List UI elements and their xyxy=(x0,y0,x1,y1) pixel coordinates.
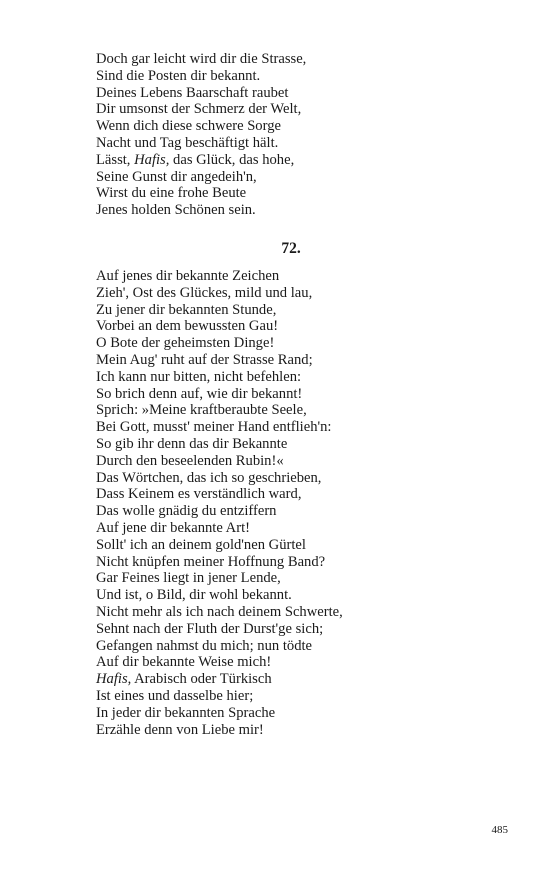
poem-line-text: , Arabisch oder Türkisch xyxy=(127,671,272,688)
poem-line-text: das Glück, das hohe, xyxy=(169,151,295,168)
poem-line xyxy=(96,671,343,688)
poem-line: Und ist, o Bild, dir wohl bekannt. xyxy=(96,587,292,604)
poem-line: Das Wörtchen, das ich so geschrieben, xyxy=(96,469,322,486)
poem-line-italic: Hafis, xyxy=(134,151,170,168)
poem-line: Vorbei an dem bewussten Gau! xyxy=(96,318,279,335)
poem-line: Bei Gott, musst' meiner Hand entflieh'n: xyxy=(96,419,332,436)
poem-line: Seine Gunst dir angedeih'n, xyxy=(96,168,257,185)
poem-line: Auf jene dir bekannte Art! xyxy=(96,519,250,536)
poem-line: So brich denn auf, wie dir bekannt! xyxy=(96,385,303,402)
poem-line: Wenn dich diese schwere Sorge xyxy=(96,118,281,135)
poem-line: Dass Keinem es verständlich ward, xyxy=(96,486,302,503)
poem-line: Wirst du eine frohe Beute xyxy=(96,185,247,202)
poem-line xyxy=(96,152,306,169)
poem-line: Gefangen nahmst du mich; nun tödte xyxy=(96,637,313,654)
poem-line: Deines Lebens Baarschaft raubet xyxy=(96,84,289,101)
poem-stanza-bottom xyxy=(96,268,343,738)
poem-line: Gar Feines liegt in jener Lende, xyxy=(96,570,281,587)
poem-line: Zu jener dir bekannten Stunde, xyxy=(96,301,277,318)
poem-line: Nicht knüpfen meiner Hoffnung Band? xyxy=(96,553,326,570)
poem-line: Durch den beseelenden Rubin!« xyxy=(96,452,284,469)
poem-line: Sprich: »Meine kraftberaubte Seele, xyxy=(96,402,307,419)
poem-line: Sehnt nach der Fluth der Durst'ge sich; xyxy=(96,620,324,637)
poem-line: Doch gar leicht wird dir die Strasse, xyxy=(96,51,307,67)
poem-line: Ist eines und dasselbe hier; xyxy=(96,687,254,704)
poem-line: So gib ihr denn das dir Bekannte xyxy=(96,435,288,452)
poem-line: Jenes holden Schönen sein. xyxy=(96,202,256,219)
poem-line: Sollt' ich an deinem gold'nen Gürtel xyxy=(96,536,306,553)
poem-line: Nacht und Tag beschäftigt hält. xyxy=(96,134,279,151)
poem-line: Mein Aug' ruht auf der Strasse Rand; xyxy=(96,351,313,368)
poem-line: Erzähle denn von Liebe mir! xyxy=(96,721,264,738)
poem-number: 72. xyxy=(281,240,301,257)
page-number: 485 xyxy=(491,824,508,836)
poem-line: Auf dir bekannte Weise mich! xyxy=(96,654,272,671)
poem-line: Nicht mehr als ich nach deinem Schwerte, xyxy=(96,603,343,620)
poem-line-text: Lässt, xyxy=(96,151,135,168)
poem-line: Zieh', Ost des Glückes, mild und lau, xyxy=(96,284,313,301)
poem-line-italic: Hafis xyxy=(96,671,128,688)
poem-stanza-top xyxy=(96,51,306,219)
poem-line: In jeder dir bekannten Sprache xyxy=(96,704,276,721)
poem-line: O Bote der geheimsten Dinge! xyxy=(96,335,275,352)
poem-line: Sind die Posten dir bekannt. xyxy=(96,67,261,84)
poem-line: Das wolle gnädig du entziffern xyxy=(96,503,277,520)
poem-line: Dir umsonst der Schmerz der Welt, xyxy=(96,101,302,118)
poem-line: Auf jenes dir bekannte Zeichen xyxy=(96,268,280,284)
poem-line: Ich kann nur bitten, nicht befehlen: xyxy=(96,368,302,385)
